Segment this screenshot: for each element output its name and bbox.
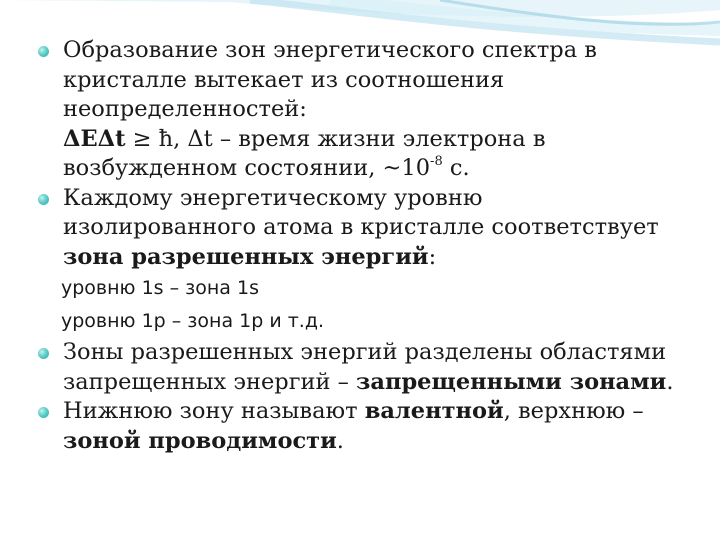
bullet-item-valence-conduction [36,397,686,456]
bullet-icon [38,194,49,205]
term-allowed-band: зона разрешенных энергий [63,243,429,270]
bullet-item-forbidden-bands [36,338,686,397]
bullet-item-zone-formation [36,36,686,184]
bullet-icon [38,348,49,359]
example-line-1p: уровню 1p – зона 1p и т.д. [61,310,325,332]
term-conduction-band: зоной проводимости [63,427,337,454]
term-forbidden-band: запрещенными зонами [356,368,667,395]
lifetime-exponent: -8 [430,153,443,169]
slide-body [36,36,686,456]
text-line: кристалле вытекает из соотношения [63,66,505,93]
lifetime-unit: с. [442,155,470,181]
text-line [63,243,686,273]
formula-de-dt: ΔEΔt [63,125,126,152]
text-line [63,397,686,427]
text-segment: Нижнюю зону называют [63,398,365,424]
punctuation: . [336,427,344,454]
text-line [63,427,686,457]
text-line [63,368,686,398]
text-line: Образование зон энергетического спектра в [63,37,597,63]
example-line-1s: уровню 1s – зона 1s [61,277,259,299]
text-line: изолированного атома в кристалле соответствует [63,214,659,240]
text-line: неопределенностей: [63,96,307,122]
text-line: Каждому энергетическому уровню [63,184,483,211]
bullet-icon [38,46,49,57]
lifetime-text: возбужденном состоянии, ~10 [63,155,431,181]
text-line: Зоны разрешенных энергий разделены областями [63,339,667,365]
formula-rest: ≥ ħ, Δt – время жизни электрона в [125,125,546,152]
bullet-item-energy-level [36,184,686,273]
punctuation: . [666,368,674,395]
uncertainty-formula [63,125,686,155]
punctuation: : [428,243,437,270]
bullet-icon [38,407,49,418]
lifetime-line [63,154,686,184]
text-segment: запрещенных энергий – [63,368,357,395]
term-valence: валентной [364,398,504,424]
text-segment: , верхнюю – [503,398,644,424]
